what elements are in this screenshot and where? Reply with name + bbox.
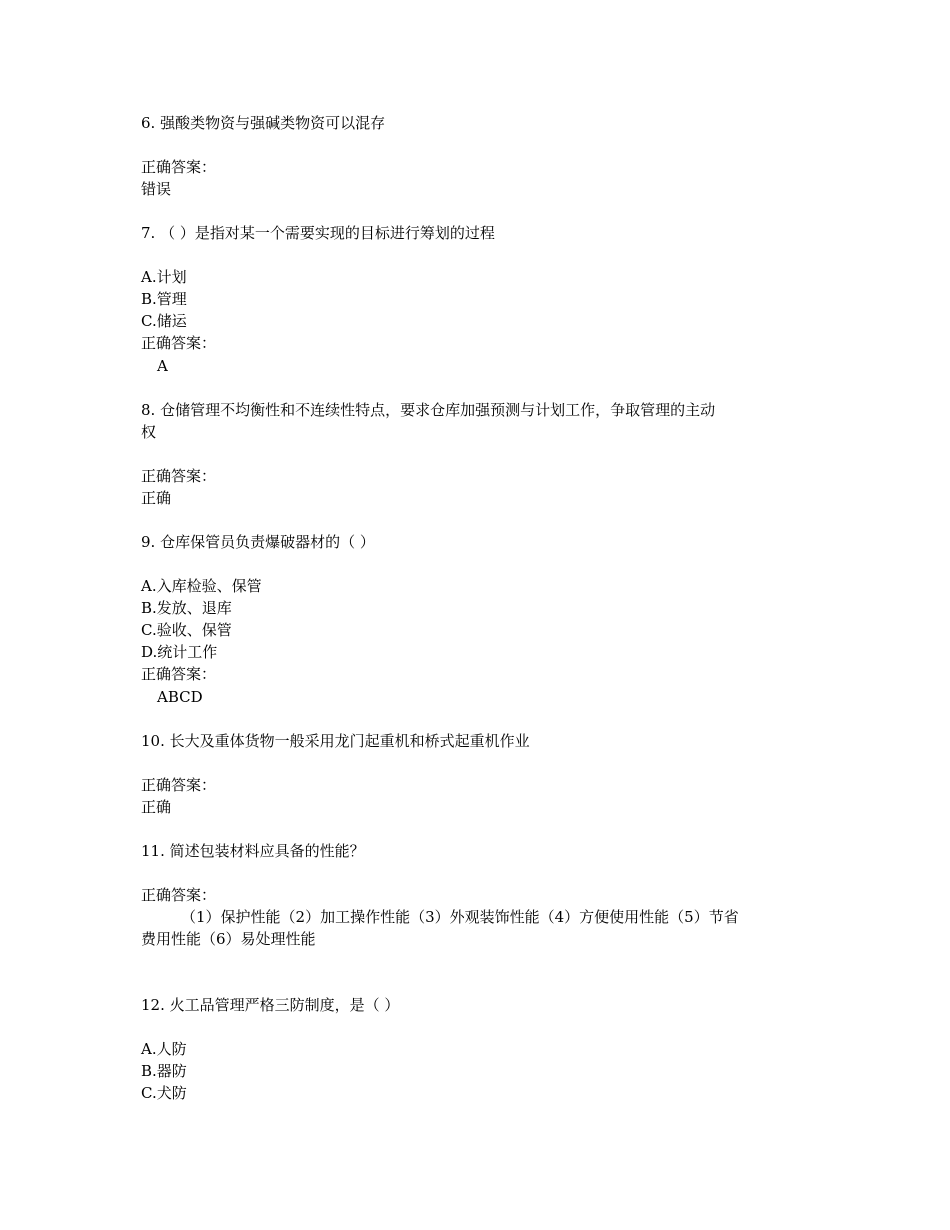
question-7-option-b: B.管理 xyxy=(141,290,187,308)
question-6-text: 6. 强酸类物资与强碱类物资可以混存 xyxy=(141,114,386,132)
question-9-option-d: D.统计工作 xyxy=(141,643,218,661)
question-11-answer-label: 正确答案： xyxy=(141,886,217,904)
question-7-answer-label: 正确答案： xyxy=(141,334,217,352)
question-12-option-a: A.人防 xyxy=(141,1040,187,1058)
question-11-text: 11. 简述包装材料应具备的性能？ xyxy=(141,842,365,860)
question-8-text-line-1: 8. 仓储管理不均衡性和不连续性特点，要求仓库加强预测与计划工作，争取管理的主动 xyxy=(141,401,716,419)
question-9-option-c: C.验收、保管 xyxy=(141,621,232,639)
question-8-text-line-2: 权 xyxy=(141,423,157,441)
question-6-answer: 错误 xyxy=(141,180,172,198)
question-7-answer: A xyxy=(157,357,168,375)
question-12-text: 12. 火工品管理严格三防制度，是（ ） xyxy=(141,996,400,1014)
question-10-text: 10. 长大及重体货物一般采用龙门起重机和桥式起重机作业 xyxy=(141,732,530,750)
question-12-option-b: B.器防 xyxy=(141,1062,187,1080)
question-9-answer-label: 正确答案： xyxy=(141,665,217,683)
question-12-option-c: C.犬防 xyxy=(141,1084,187,1102)
question-10-answer-label: 正确答案： xyxy=(141,776,217,794)
question-8-answer-label: 正确答案： xyxy=(141,467,217,485)
question-6-answer-label: 正确答案： xyxy=(141,158,217,176)
question-7-text: 7. （ ）是指对某一个需要实现的目标进行筹划的过程 xyxy=(141,224,495,242)
question-8-answer: 正确 xyxy=(141,489,172,507)
question-9-text: 9. 仓库保管员负责爆破器材的（ ） xyxy=(141,533,375,551)
question-9-option-b: B.发放、退库 xyxy=(141,599,232,617)
question-11-answer-line-2: 费用性能（6）易处理性能 xyxy=(141,930,316,948)
question-10-answer: 正确 xyxy=(141,798,172,816)
question-7-option-c: C.储运 xyxy=(141,312,187,330)
question-7-option-a: A.计划 xyxy=(141,268,187,286)
question-9-answer: ABCD xyxy=(157,688,203,706)
question-9-option-a: A.入库检验、保管 xyxy=(141,577,262,595)
question-11-answer-line-1: （1）保护性能（2）加工操作性能（3）外观装饰性能（4）方便使用性能（5）节省 xyxy=(181,908,739,926)
